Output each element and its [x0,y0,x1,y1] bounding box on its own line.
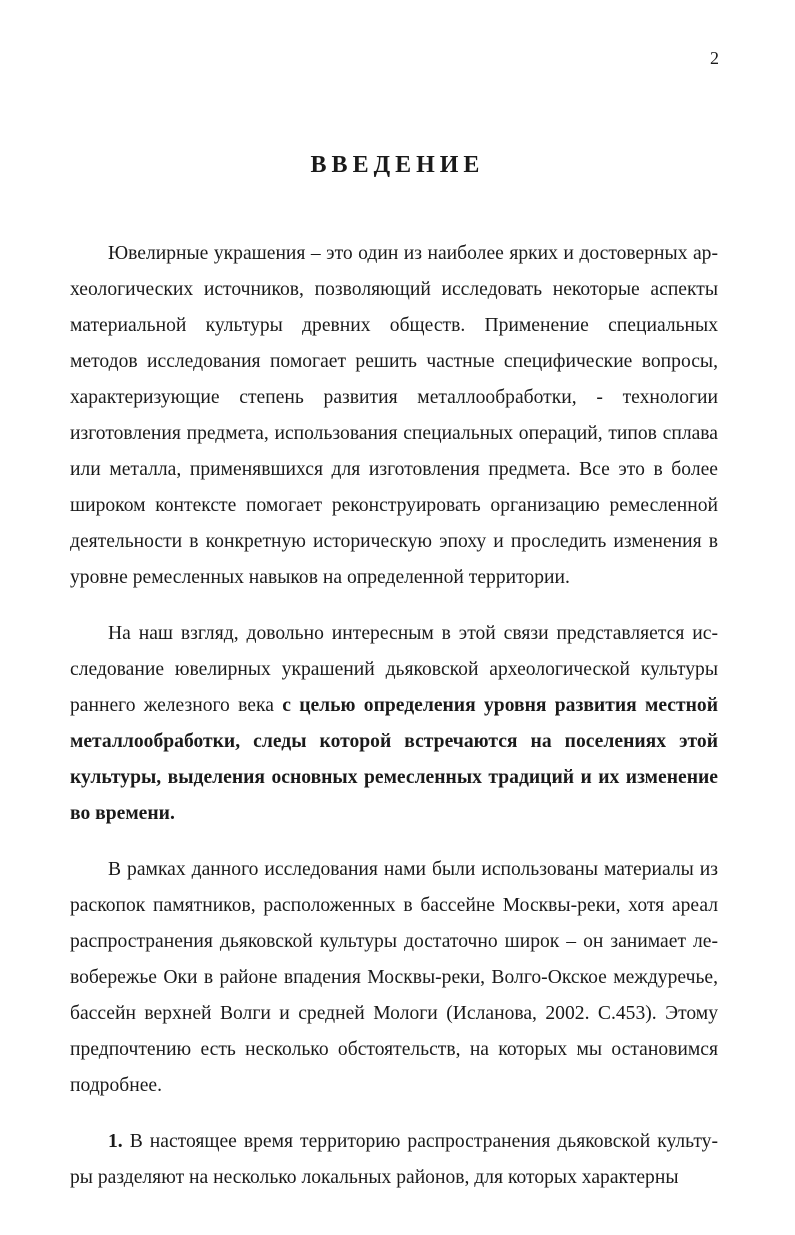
paragraph-materials [70,852,718,1104]
paragraph-point-one [70,1124,718,1196]
paragraph-research-goal [70,616,718,832]
body-text [70,236,718,1216]
paragraph-materials-text: В рамках данного исследования нами были использованы материалы из раскопок памятников, расположенных в бассейне Москвы-реки, хотя ареал распространения дьяковской культуры достаточно широк – он занимает левобережье Оки в районе впадения Москвы-реки, Волго-Окское междуречье, бассейн верхней Волги и средней Мологи (Исланова, 2002. С.453). Этому предпочтению есть несколько обстоятельств, на которых мы остановимся подробнее. [70,859,718,1096]
paragraph-point-one-text: В настоящее время территорию распространения дьяковской культуры разделяют на несколько локальных районов, для которых характерны [70,1131,718,1188]
list-number: 1. [108,1131,123,1152]
paragraph-research-goal-bold-text: с целью определения уровня развития местной металлообработки, следы которой встречаются на поселениях этой культуры, выделения основных ремесленных традиций и их изменение во времени. [70,695,718,824]
paragraph-intro-text: Ювелирные украшения – это один из наиболее ярких и достоверных археологических источников, позволяющий исследовать некоторые аспекты материальной культуры древних обществ. Применение специальных методов исследования помогает решить частные специфические вопросы, характеризующие степень развития металлообработки, - технологии изготовления предмета, использования специальных операций, типов сплава или металла, применявшихся для изготовления предмета. Все это в более широком контексте помогает реконструировать организацию ремесленной деятельности в конкретную историческую эпоху и проследить изменения в уровне ремесленных навыков на определенной территории. [70,243,718,588]
paragraph-intro [70,236,718,596]
section-heading: ВВЕДЕНИЕ [310,152,485,178]
page-number: 2 [710,48,719,68]
paragraph-research-goal-text: На наш взгляд, довольно интересным в этой связи представляется исследование ювелирных украшений дьяковской археологической культуры раннего железного века [70,623,718,716]
